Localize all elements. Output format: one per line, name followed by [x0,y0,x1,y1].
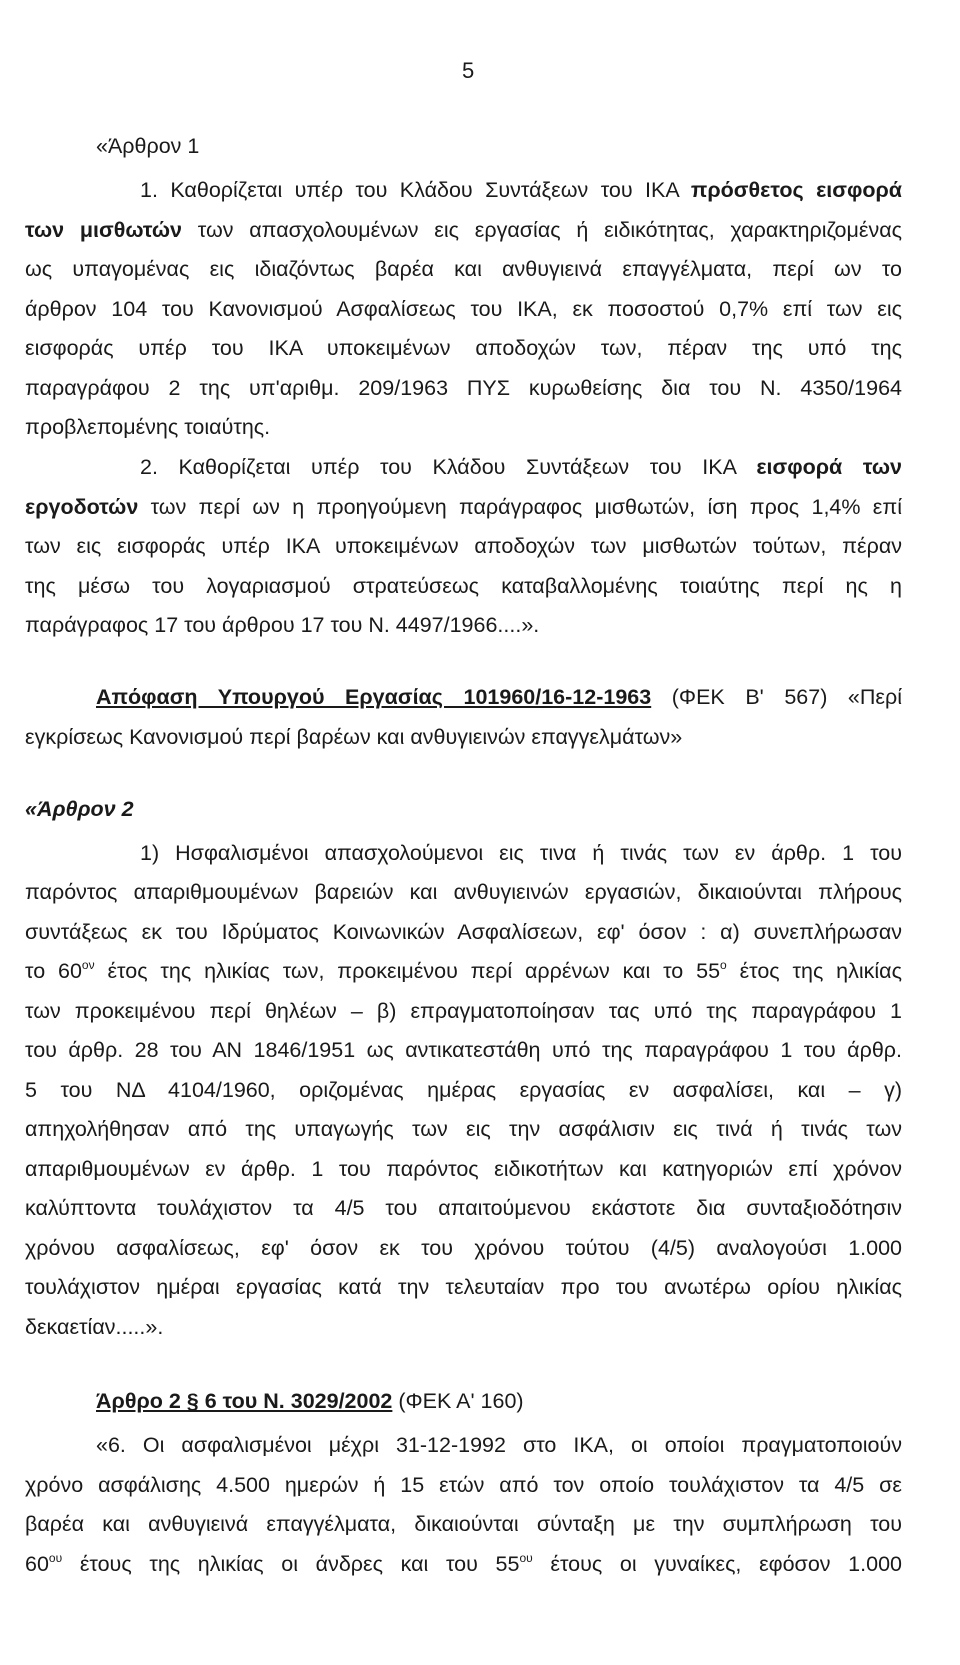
article-2-line: απαριθμουμένων εν άρθρ. 1 του παρόντος ειδικοτήτων και κατηγοριών επί χρόνον [25,1157,902,1181]
article-1-p1-line: εισφοράς υπέρ του ΙΚΑ υποκειμένων αποδοχών των, πέραν της υπό της [25,336,902,360]
article-1-p2-line [140,455,902,480]
bold-phrase: πρόσθετος εισφορά [690,178,902,202]
article-2-heading [25,797,134,822]
article-1-p1-line [25,218,902,243]
article-2-line: παρόντος απαριθμουμένων βαρειών και ανθυγιεινών εργασιών, δικαιούνται πλήρους [25,880,902,904]
text-span: έτος της ηλικίας [726,959,902,983]
article-2-line: 1) Ησφαλισμένοι απασχολούμενοι εις τινα ή τινάς των εν άρθρ. 1 του [140,841,902,865]
heading-text: «Άρθρον 2 [25,797,134,821]
text-span: το 60 [25,959,82,983]
text-span: των περί ων η προηγούμενη παράγραφος μισθωτών, ίση προς 1,4% επί [138,495,902,519]
superscript: ου [519,1551,533,1565]
page-number: 5 [462,58,475,83]
article-2-line [25,959,902,984]
article-2-line: απηχολήθησαν από της υπαγωγής των εις την ασφάλισιν εις τινά ή τινάς των [25,1117,902,1141]
text-span: 60 [25,1552,49,1576]
article-2-line: δεκαετίαν.....». [25,1315,164,1339]
superscript: ον [81,958,95,972]
law-paragraph-line [25,1552,902,1577]
text-span: των απασχολουμένων εις εργασίας ή ειδικότητας, χαρακτηριζομένας [182,218,903,242]
article-1-p2-line: παράγραφος 17 του άρθρου 17 του Ν. 4497/1966....». [25,613,540,637]
superscript: ο [720,958,727,972]
article-2-line: χρόνου ασφαλίσεως, εφ' όσον εκ του χρόνου τούτου (4/5) αναλογούσι 1.000 [25,1236,902,1260]
superscript: ου [48,1551,63,1565]
ministerial-decision-title-line2: εγκρίσεως Κανονισμού περί βαρέων και ανθυγιεινών επαγγελμάτων» [25,725,683,749]
article-1-p2-line: της μέσω του λογαριασμού στρατεύσεως καταβαλλομένης τοιαύτης περί ης η [25,574,902,598]
law-reference: Άρθρο 2 § 6 του Ν. 3029/2002 [96,1389,393,1413]
law-paragraph-line: βαρέα και ανθυγιεινά επαγγέλματα, δικαιούνται σύνταξη με την συμπλήρωση του [25,1512,902,1536]
article-1-p2-line [25,495,902,520]
bold-phrase: των μισθωτών [25,218,183,242]
text-span: έτος της ηλικίας των, προκειμένου περί αρρένων και το 55 [94,959,721,983]
text-span: έτους της ηλικίας οι άνδρες και του 55 [62,1552,520,1576]
article-2-line: καλύπτοντα τουλάχιστον τα 4/5 του απαιτούμενου εκάστοτε δια συνταξιοδότησιν [25,1196,902,1220]
article-1-p1-line: παραγράφου 2 της υπ'αριθμ. 209/1963 ΠΥΣ κυρωθείσης δια του Ν. 4350/1964 [25,376,902,400]
decision-reference: Απόφαση Υπουργού Εργασίας 101960/16-12-1963 [96,685,652,709]
article-1-p1-line: άρθρον 104 του Κανονισμού Ασφαλίσεως του ΙΚΑ, εκ ποσοστού 0,7% επί των εις [25,297,902,321]
article-2-line: του άρθρ. 28 του ΑΝ 1846/1951 ως αντικατεστάθη υπό της παραγράφου 1 του άρθρ. [25,1038,902,1062]
article-2-line: των προκειμένου περί θηλέων – β) επραγματοποίησαν τας υπό της παραγράφου 1 [25,999,902,1023]
law-paragraph-line: «6. Οι ασφαλισμένοι μέχρι 31-12-1992 στο ΙΚΑ, οι οποίοι πραγματοποιούν [96,1433,902,1457]
text-span: (ΦΕΚ Α' 160) [392,1389,524,1413]
article-1-p1-line: προβλεπομένης τοιαύτης. [25,415,271,439]
text-span: έτους οι γυναίκες, εφόσον 1.000 [532,1552,902,1576]
article-1-p1-line [140,178,902,203]
article-2-line: συντάξεως εκ του Ιδρύματος Κοινωνικών Ασφαλίσεων, εφ' όσον : α) συνεπλήρωσαν [25,920,902,944]
text-span: (ΦΕΚ Β' 567) «Περί [651,685,902,709]
article-1-p2-line: των εις εισφοράς υπέρ ΙΚΑ υποκειμένων αποδοχών των μισθωτών τούτων, πέραν [25,534,902,558]
ministerial-decision-title [96,685,902,710]
article-1-p1-line: ως υπαγομένας εις ιδιαζόντως βαρέα και ανθυγιεινά επαγγέλματα, περί ων το [25,257,902,281]
bold-phrase: εισφορά των [756,455,902,479]
article-2-line: τουλάχιστον ημέραι εργασίας κατά την τελευταίαν προ του ανωτέρω ορίου ηλικίας [25,1275,902,1299]
law-paragraph-line: χρόνο ασφάλισης 4.500 ημερών ή 15 ετών από τον οποίο τουλάχιστον τα 4/5 σε [25,1473,902,1497]
bold-phrase: εργοδοτών [25,495,139,519]
text-span: 2. Καθορίζεται υπέρ του Κλάδου Συντάξεων του ΙΚΑ [140,455,757,479]
article-1-heading: «Άρθρον 1 [96,134,200,158]
article-2-line: 5 του ΝΔ 4104/1960, οριζομένας ημέρας εργασίας εν ασφαλίσει, και – γ) [25,1078,902,1102]
law-article-title [96,1389,524,1414]
text-span: 1. Καθορίζεται υπέρ του Κλάδου Συντάξεων του ΙΚΑ [140,178,691,202]
